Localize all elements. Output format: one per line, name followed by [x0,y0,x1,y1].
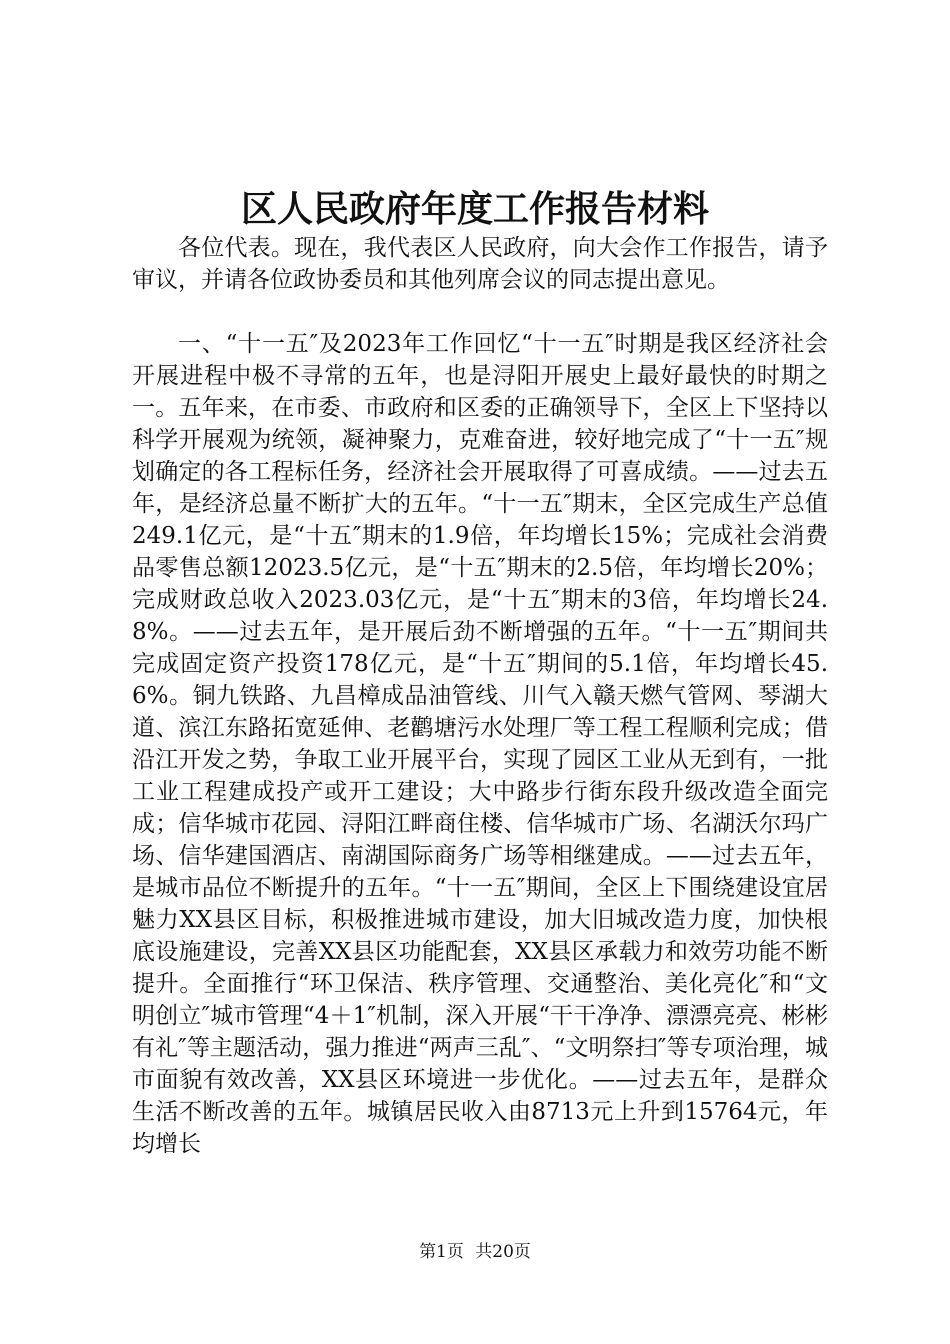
section-one-paragraph: 一、“十一五″及2023年工作回忆“十一五″时期是我区经济社会开展进程中极不寻常的五年，也是浔阳开展史上最好最快的时期之一。五年来，在市委、市政府和区委的正确领导下，全区上下坚持以科学开展观为统领，凝神聚力，克难奋进，较好地完成了“十一五″规划确定的各工程标任务，经济社会开展取得了可喜成绩。——过去五年，是经济总量不断扩大的五年。“十一五″期末，全区完成生产总值249.1亿元，是“十五″期末的1.9倍，年均增长15%；完成社会消费品零售总额12023.5亿元，是“十五″期末的2.5倍，年均增长20%；完成财政总收入2023.03亿元，是“十五″期末的3倍，年均增长24.8%。——过去五年，是开展后劲不断增强的五年。“十一五″期间共完成固定资产投资178亿元，是“十五″期间的5.1倍，年均增长45.6%。铜九铁路、九昌樟成品油管线、川气入赣天燃气管网、琴湖大道、滨江东路拓宽延伸、老鹳塘污水处理厂等工程工程顺利完成；借沿江开发之势，争取工业开展平台，实现了园区工业从无到有，一批工业工程建成投产或开工建设；大中路步行街东段升级改造全面完成；信华城市花园、浔阳江畔商住楼、信华城市广场、名湖沃尔玛广场、信华建国酒店、南湖国际商务广场等相继建成。——过去五年，是城市品位不断提升的五年。“十一五″期间，全区上下围绕建设宜居魅力XX县区目标，积极推进城市建设，加大旧城改造力度，加快根底设施建设，完善XX县区功能配套，XX县区承载力和效劳功能不断提升。全面推行“环卫保洁、秩序管理、交通整治、美化亮化″和“文明创立″城市管理“4＋1″机制，深入开展“干干净净、漂漂亮亮、彬彬有礼″等主题活动，强力推进“两声三乱″、“文明祭扫″等专项治理，城市面貌有效改善，XX县区环境进一步优化。——过去五年，是群众生活不断改善的五年。城镇居民收入由8713元上升到15764元，年均增长 [132,331,828,1157]
intro-paragraph: 各位代表。现在，我代表区人民政府，向大会作工作报告，请予审议，并请各位政协委员和其他列席会议的同志提出意见。 [132,235,828,293]
page-footer [0,1240,950,1264]
document-title: 区人民政府年度工作报告材料 [240,188,709,230]
page-number: 第1页 [419,1242,464,1262]
page-total: 共20页 [475,1242,531,1262]
